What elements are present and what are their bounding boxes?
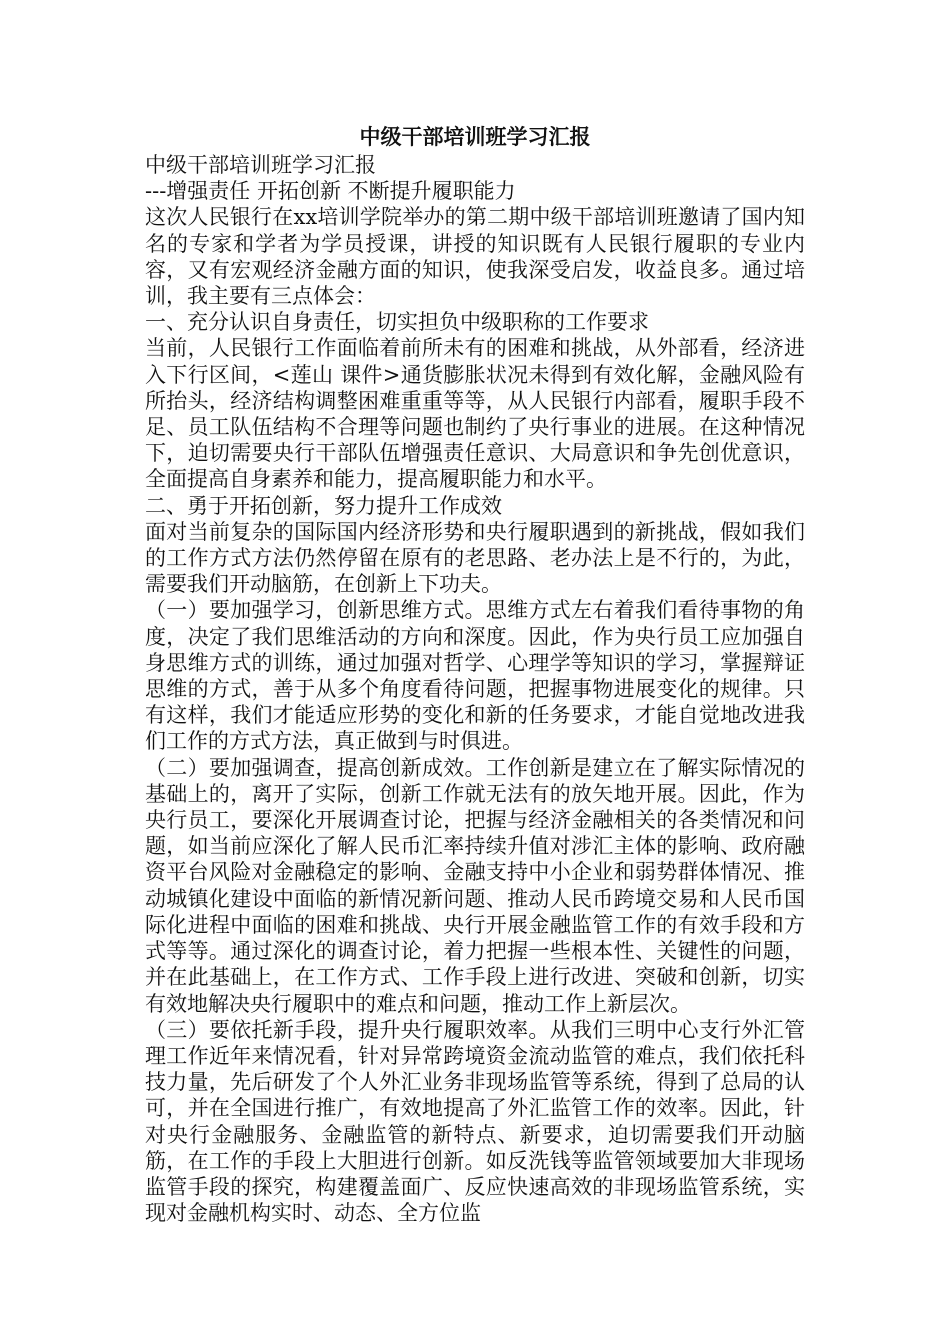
subtitle-line: 中级干部培训班学习汇报 [145, 153, 376, 177]
document-page [145, 122, 805, 1226]
theme-line: ---增强责任 开拓创新 不断提升履职能力 [145, 179, 516, 204]
section-1-paragraph: 当前，人民银行工作面临着前所未有的困难和挑战，从外部看，经济进入下行区间，<莲山 课件>通货膨胀状况未得到有效化解，金融风险有所抬头，经济结构调整困难重重等等，从人民银行内部看，履职手段不足、员工队伍结构不合理等问题也制约了央行事业的进展。在这种情况下，迫切需要央行干部队伍增强责任意识、大局意识和争先创优意识，全面提高自身素养和能力，提高履职能力和水平。 [145, 336, 805, 492]
section-2-paragraph: 面对当前复杂的国际国内经济形势和央行履职遇到的新挑战，假如我们的工作方式方法仍然停留在原有的老思路、老办法上是不行的，为此，需要我们开动脑筋，在创新上下功夫。 [145, 519, 805, 597]
document-title: 中级干部培训班学习汇报 [359, 124, 591, 149]
document-body [145, 152, 805, 1226]
item-2-paragraph: （二）要加强调查，提高创新成效。工作创新是建立在了解实际情况的基础上的，离开了实际，创新工作就无法有的放矢地开展。因此，作为央行员工，要深化开展调查讨论，把握与经济金融相关的各类情况和问题，如当前应深化了解人民币汇率持续升值对涉汇主体的影响、政府融资平台风险对金融稳定的影响、金融支持中小企业和弱势群体情况、推动城镇化建设中面临的新情况新问题、推动人民币跨境交易和人民币国际化进程中面临的困难和挑战、央行开展金融监管工作的有效手段和方式等等。通过深化的调查讨论，着力把握一些根本性、关键性的问题，并在此基础上，在工作方式、工作手段上进行改进、突破和创新，切实有效地解决央行履职中的难点和问题，推动工作上新层次。 [145, 755, 805, 1016]
intro-paragraph: 这次人民银行在xx培训学院举办的第二期中级干部培训班邀请了国内知名的专家和学者为学员授课，讲授的知识既有人民银行履职的专业内容，又有宏观经济金融方面的知识，使我深受启发，收益良多。通过培训，我主要有三点体会： [145, 205, 805, 309]
item-1-paragraph: （一）要加强学习，创新思维方式。思维方式左右着我们看待事物的角度，决定了我们思维活动的方向和深度。因此，作为央行员工应加强自身思维方式的训练，通过加强对哲学、心理学等知识的学习，掌握辩证思维的方式，善于从多个角度看待问题，把握事物进展变化的规律。只有这样，我们才能适应形势的变化和新的任务要求，才能自觉地改进我们工作的方式方法，真正做到与时俱进。 [145, 598, 805, 754]
item-3-paragraph: （三）要依托新手段，提升央行履职效率。从我们三明中心支行外汇管理工作近年来情况看，针对异常跨境资金流动监管的难点，我们依托科技力量，先后研发了个人外汇业务非现场监管等系统，得到了总局的认可，并在全国进行推广，有效地提高了外汇监管工作的效率。因此，针对央行金融服务、金融监管的新特点、新要求，迫切需要我们开动脑筋，在工作的手段上大胆进行创新。如反洗钱等监管领域要加大非现场监管手段的探究，构建覆盖面广、反应快速高效的非现场监管系统，实现对金融机构实时、动态、全方位监 [145, 1017, 805, 1226]
section-heading-2: 二、勇于开拓创新，努力提升工作成效 [145, 493, 502, 518]
section-heading-1: 一、充分认识自身责任，切实担负中级职称的工作要求 [145, 310, 649, 335]
